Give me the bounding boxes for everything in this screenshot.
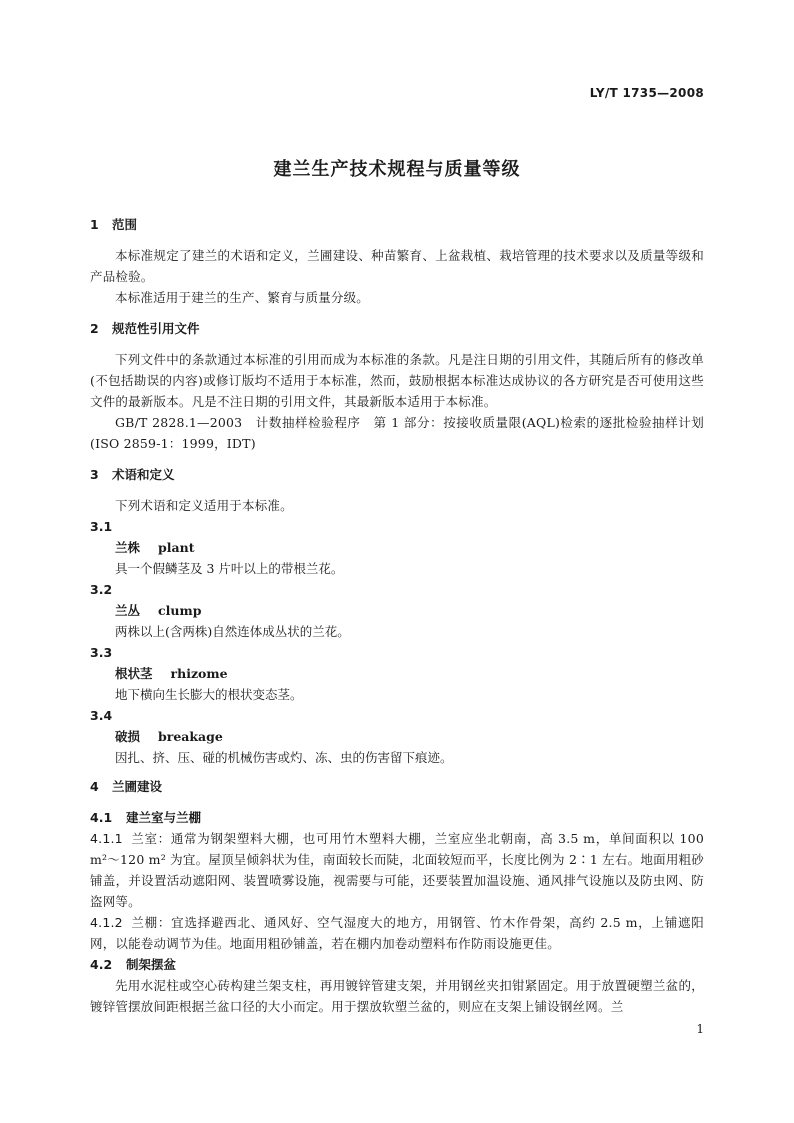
term-entry (90, 537, 704, 558)
page-number: 1 (696, 1022, 704, 1036)
term-en: clump (158, 603, 202, 618)
section-2-heading (90, 318, 704, 339)
subsection-4-1-heading (90, 807, 704, 828)
term-number: 3.4 (90, 708, 113, 723)
term-en: breakage (158, 729, 223, 744)
section-title: 规范性引用文件 (112, 321, 200, 336)
paragraph: 下列术语和定义适用于本标准。 (115, 498, 293, 513)
clause-number: 4.1.2 (90, 915, 123, 930)
paragraph: 本标准规定了建兰的术语和定义，兰圃建设、种苗繁育、上盆栽植、栽培管理的技术要求以及质量等级和产品检验。 (90, 248, 704, 284)
clause-4-1-1 (90, 828, 704, 912)
section-number: 2 (90, 321, 99, 336)
clause-number: 4.1.1 (90, 831, 123, 846)
document-body (90, 214, 704, 1017)
document-title: 建兰生产技术规程与质量等级 (273, 159, 521, 180)
term-definition: 具一个假鳞茎及 3 片叶以上的带根兰花。 (115, 561, 344, 576)
term-entry (90, 726, 704, 747)
term-entry (90, 600, 704, 621)
term-en: rhizome (170, 666, 228, 681)
paragraph: 先用水泥柱或空心砖构建兰架支柱，再用镀锌管建支架，并用钢丝夹扣钳紧固定。用于放置硬塑兰盆的，镀锌管摆放间距根据兰盆口径的大小而定。用于摆放软塑兰盆的，则应在支架上铺设钢丝网。兰 (90, 978, 704, 1014)
term-zh: 破损 (115, 729, 141, 744)
section-number: 1 (90, 217, 99, 232)
term-zh: 兰丛 (115, 603, 141, 618)
subsection-number: 4.2 (90, 957, 113, 972)
section-number: 4 (90, 779, 99, 794)
section-title: 兰圃建设 (112, 779, 163, 794)
term-definition: 两株以上(含两株)自然连体成丛状的兰花。 (115, 624, 350, 639)
term-number: 3.2 (90, 582, 113, 597)
term-definition: 因扎、挤、压、碰的机械伤害或灼、冻、虫的伤害留下痕迹。 (115, 750, 453, 765)
subsection-title: 建兰室与兰棚 (126, 810, 202, 825)
term-number: 3.1 (90, 519, 113, 534)
section-title: 范围 (112, 217, 138, 232)
section-title: 术语和定义 (112, 467, 175, 482)
subsection-title: 制架摆盆 (126, 957, 177, 972)
term-zh: 根状茎 (115, 666, 153, 681)
section-number: 3 (90, 467, 99, 482)
clause-4-1-2 (90, 912, 704, 954)
clause-text: 兰室：通常为钢架塑料大棚，也可用竹木塑料大棚，兰室应坐北朝南，高 3.5 m，单间面积以 100 m²～120 m² 为宜。屋顶呈倾斜状为佳，南面较长而陡，北面较短而平，长度比例为 2∶1 左右。地面用粗砂铺盖，并设置活动遮阳网、装置喷雾设施，视需要与可能，还要装置加温设施、通风排气设施以及防虫网、防盗网等。 (90, 831, 704, 909)
section-4-heading (90, 776, 704, 797)
subsection-number: 4.1 (90, 810, 113, 825)
term-zh: 兰株 (115, 540, 141, 555)
term-en: plant (158, 540, 195, 555)
paragraph: 本标准适用于建兰的生产、繁育与质量分级。 (115, 290, 370, 305)
reference-entry: GB/T 2828.1—2003 计数抽样检验程序 第 1 部分：按接收质量限(AQL)检索的逐批检验抽样计划(ISO 2859-1：1999，IDT) (90, 415, 704, 451)
standard-code: LY/T 1735—2008 (589, 86, 704, 100)
section-1-heading (90, 214, 704, 235)
term-number: 3.3 (90, 645, 113, 660)
clause-text: 兰棚：宜选择避西北、通风好、空气湿度大的地方，用钢管、竹木作骨架，高约 2.5 m，上铺遮阳网，以能卷动调节为佳。地面用粗砂铺盖，若在棚内加卷动塑料布作防雨设施更佳。 (90, 915, 704, 951)
subsection-4-2-heading (90, 954, 704, 975)
term-entry (90, 663, 704, 684)
term-definition: 地下横向生长膨大的根状变态茎。 (115, 687, 303, 702)
section-3-heading (90, 464, 704, 485)
paragraph: 下列文件中的条款通过本标准的引用而成为本标准的条款。凡是注日期的引用文件，其随后所有的修改单(不包括勘误的内容)或修订版均不适用于本标准，然而，鼓励根据本标准达成协议的各方研究是否可使用这些文件的最新版本。凡是不注日期的引用文件，其最新版本适用于本标准。 (90, 352, 704, 409)
